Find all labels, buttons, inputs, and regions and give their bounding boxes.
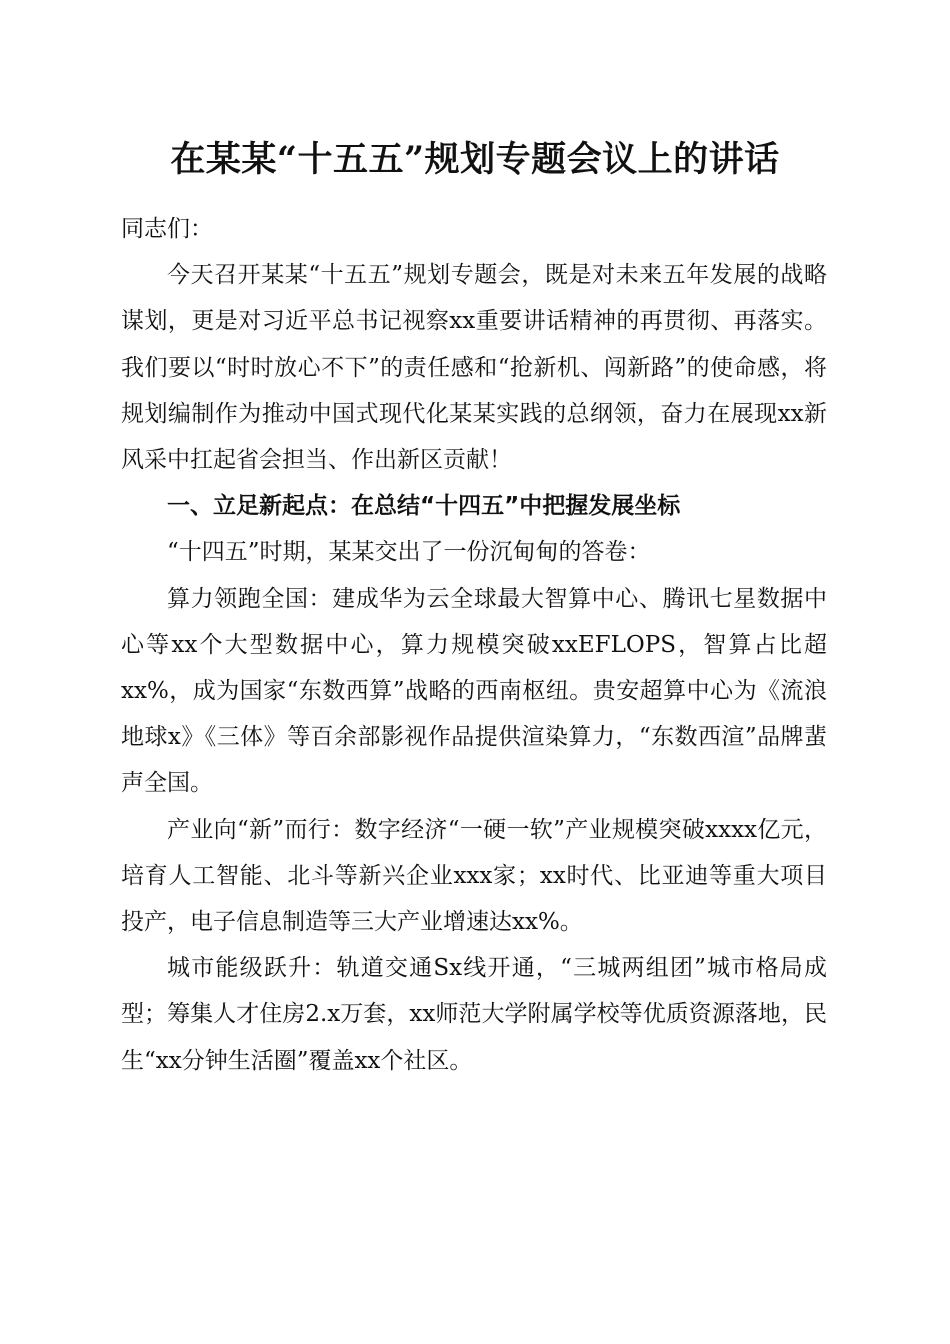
section-1-heading: 一、立足新起点：在总结“十四五”中把握发展坐标	[167, 493, 681, 520]
intro-paragraph: 今天召开某某“十五五”规划专题会，既是对未来五年发展的战略谋划，更是对习近平总书记视察xx重要讲话精神的再贯彻、再落实。我们要以“时时放心不下”的责任感和“抢新机、闯新路”的使命感，将规划编制作为推动中国式现代化某某实践的总纲领，奋力在展现xx新风采中扛起省会担当、作出新区贡献！	[121, 262, 827, 474]
section-1-paragraph-computing: 算力领跑全国：建成华为云全球最大智算中心、腾讯七星数据中心等xx个大型数据中心，算力规模突破xxEFLOPS，智算占比超xx%，成为国家“东数西算”战略的西南枢纽。贵安超算中心为《流浪地球x》《三体》等百余部影视作品提供渲染算力，“东数西渲”品牌蜚声全国。	[121, 585, 827, 797]
section-1-paragraph-city: 城市能级跃升：轨道交通Sx线开通，“三城两组团”城市格局成型；筹集人才住房2.x万套，xx师范大学附属学校等优质资源落地，民生“xx分钟生活圈”覆盖xx个社区。	[121, 955, 827, 1074]
section-1-paragraph-industry: 产业向“新”而行：数字经济“一硬一软”产业规模突破xxxx亿元，培育人工智能、北斗等新兴企业xxx家；xx时代、比亚迪等重大项目投产，电子信息制造等三大产业增速达xx%。	[121, 816, 827, 936]
section-1-lead: “十四五”时期，某某交出了一份沉甸甸的答卷：	[167, 539, 651, 566]
salutation: 同志们：	[121, 216, 213, 242]
document-body	[121, 206, 827, 1084]
document-title: 在某某“十五五”规划专题会议上的讲话	[170, 139, 780, 180]
